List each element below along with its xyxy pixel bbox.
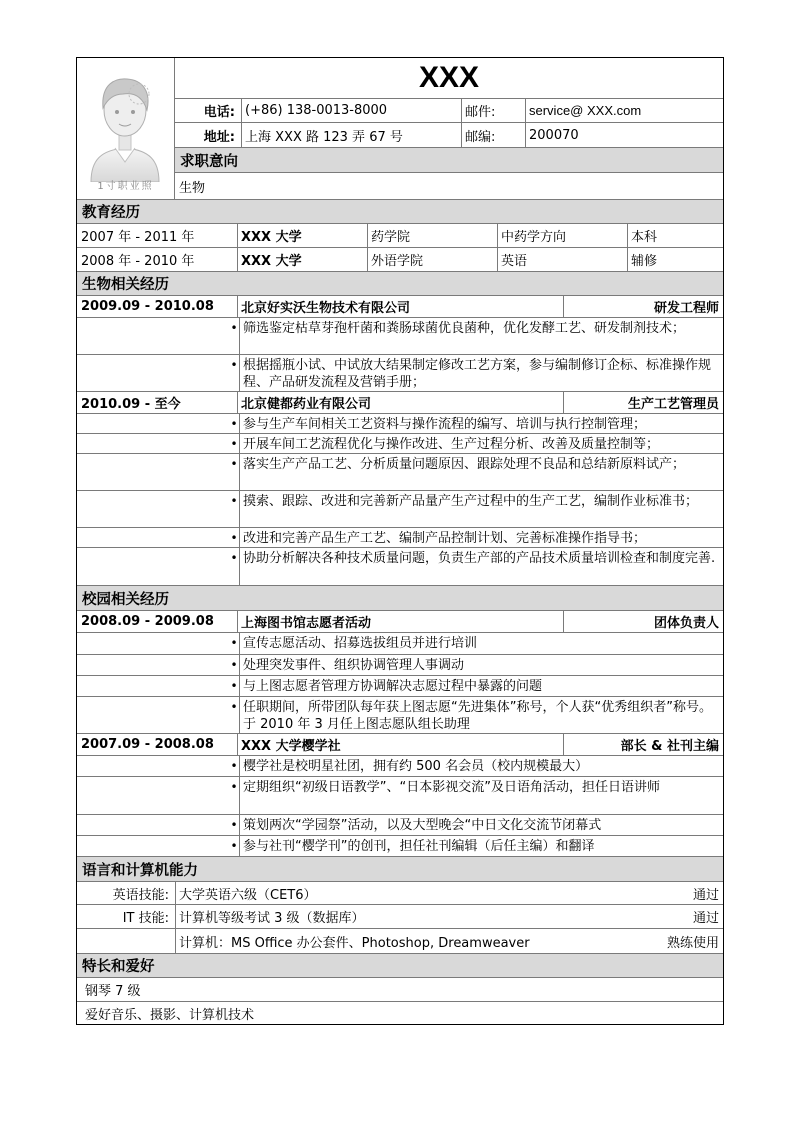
job-header-row [77, 611, 723, 633]
job-company: 北京健都药业有限公司 [241, 397, 372, 412]
job-company: 北京好实沃生物技术有限公司 [241, 301, 411, 316]
education-row [77, 224, 723, 248]
skill-value: 计算机等级考试 3 级（数据库） [179, 911, 365, 926]
bullet-icon: • [230, 700, 238, 714]
hobby-item: 爱好音乐、摄影、计算机技术 [85, 1007, 255, 1023]
bullet-row [77, 697, 723, 734]
bullet-row [77, 355, 723, 392]
bullet-icon: • [230, 321, 238, 335]
campus-experience-heading: 校园相关经历 [82, 591, 169, 608]
bullet-row [77, 815, 723, 836]
bullet-icon: • [230, 417, 238, 431]
job-role: 团体负责人 [653, 616, 719, 631]
bullet-row [77, 454, 723, 491]
address-value: 上海 XXX 路 123 弄 67 号 [245, 129, 403, 145]
bullet-icon: • [230, 494, 238, 508]
campus-experience-heading-row [77, 586, 723, 611]
bullet-row [77, 756, 723, 777]
bullet-icon: • [230, 457, 238, 471]
job-period: 2008.09 - 2009.08 [81, 614, 214, 629]
skill-row [77, 882, 723, 905]
bullet-row [77, 434, 723, 454]
job-company: 上海图书馆志愿者活动 [241, 616, 372, 631]
zip-value: 200070 [529, 127, 579, 143]
education-degree: 辅修 [631, 254, 658, 269]
bullet-icon: • [230, 551, 238, 565]
skill-label [77, 929, 175, 953]
bullet-row [77, 676, 723, 697]
hobbies-heading-row [77, 954, 723, 978]
profile-photo [77, 58, 175, 200]
bullet-icon: • [230, 679, 238, 693]
email-value: service@ XXX.com [529, 102, 642, 118]
bullet-icon: • [230, 636, 238, 650]
bullet-text: 任职期间，所带团队每年获上图志愿“先进集体”称号，个人获“优秀组织者”称号。于 2010 年 3 月任上图志愿队组长助理 [243, 700, 712, 732]
email-label: 邮件: [465, 104, 496, 120]
skill-row [77, 905, 723, 929]
bullet-text: 落实生产产品工艺、分析质量问题原因、跟踪处理不良品和总结新原料试产； [243, 457, 686, 472]
bullet-text: 开展车间工艺流程优化与操作改进、生产过程分析、改善及质量控制等； [243, 437, 660, 452]
bullet-row [77, 414, 723, 434]
bullet-row [77, 655, 723, 676]
education-heading-row [77, 200, 723, 224]
bio-experience-heading: 生物相关经历 [82, 277, 169, 293]
bullet-text: 定期组织“初级日语教学”、“日本影视交流”及日语角活动，担任日语讲师 [243, 780, 660, 795]
education-major: 英语 [501, 254, 528, 269]
bullet-text: 摸索、跟踪、改进和完善新产品量产生产过程中的生产工艺，编制作业标准书； [243, 494, 699, 509]
bullet-icon: • [230, 818, 238, 832]
education-heading: 教育经历 [82, 205, 140, 221]
bio-experience-heading-row [77, 272, 723, 296]
bullet-text: 协助分析解决各种技术质量问题，负责生产部的产品技术质量培训检查和制度完善. [243, 551, 716, 566]
bullet-icon: • [230, 658, 238, 672]
job-role: 研发工程师 [653, 301, 719, 316]
bullet-row [77, 548, 723, 586]
objective-row [175, 173, 723, 200]
skill-row [77, 929, 723, 954]
education-period: 2007 年 - 2011 年 [81, 230, 195, 245]
education-college: 药学院 [371, 230, 411, 245]
contact-row-1 [175, 98, 723, 123]
bullet-icon: • [230, 780, 238, 794]
bullet-row [77, 528, 723, 548]
phone-value: (+86) 138-0013-8000 [245, 102, 388, 118]
job-header-row [77, 296, 723, 318]
skill-label: 英语技能: [112, 887, 169, 903]
bullet-text: 参与社刊“樱学刊”的创刊，担任社刊编辑（后任主编）和翻译 [243, 839, 595, 854]
job-header-row [77, 734, 723, 756]
skills-heading-row [77, 857, 723, 882]
phone-label: 电话: [203, 104, 235, 120]
skill-level: 通过 [692, 911, 719, 926]
person-silhouette-icon [77, 64, 173, 182]
bullet-icon: • [230, 531, 238, 545]
education-school: XXX 大学 [241, 230, 302, 245]
bullet-text: 宣传志愿活动、招募选拔组员并进行培训 [243, 636, 478, 651]
address-label: 地址: [203, 129, 235, 145]
bullet-icon: • [230, 437, 238, 451]
bullet-text: 参与生产车间相关工艺资料与操作流程的编写、培训与执行控制管理； [243, 417, 647, 432]
job-role: 生产工艺管理员 [627, 397, 719, 412]
education-row [77, 248, 723, 272]
job-company: XXX 大学樱学社 [241, 739, 341, 754]
bullet-text: 根据摇瓶小试、中试放大结果制定修改工艺方案，参与编制修订企标、标准操作规程、产品研发流程及营销手册； [243, 358, 712, 390]
zip-label: 邮编: [465, 129, 496, 145]
objective-heading-row [175, 148, 723, 173]
bullet-row [77, 491, 723, 528]
education-degree: 本科 [631, 230, 658, 245]
bullet-text: 改进和完善产品生产工艺、编制产品控制计划、完善标准操作指导书； [243, 531, 647, 546]
bullet-row [77, 836, 723, 857]
skill-value: 大学英语六级（CET6） [179, 887, 317, 903]
bullet-text: 处理突发事件、组织协调管理人事调动 [243, 658, 465, 673]
resume-sheet [76, 57, 724, 1025]
skill-value: 计算机：MS Office 办公套件、Photoshop, Dreamweaver [179, 935, 530, 951]
education-period: 2008 年 - 2010 年 [81, 254, 195, 269]
skill-level: 熟练使用 [666, 935, 719, 951]
hobby-row [77, 1002, 723, 1024]
bullet-text: 策划两次“学园祭”活动，以及大型晚会“中日文化交流节闭幕式 [243, 818, 602, 833]
job-period: 2009.09 - 2010.08 [81, 299, 214, 314]
objective-value: 生物 [179, 180, 206, 196]
bullet-icon: • [230, 358, 238, 372]
job-role: 部长 & 社刊主编 [620, 739, 719, 754]
job-period: 2007.09 - 2008.08 [81, 737, 214, 752]
education-school: XXX 大学 [241, 254, 302, 269]
hobby-item: 钢琴 7 级 [85, 984, 141, 999]
bullet-text: 筛选鉴定枯草芽孢杆菌和粪肠球菌优良菌种，优化发酵工艺、研发制剂技术； [243, 321, 686, 336]
bullet-icon: • [230, 759, 238, 773]
education-major: 中药学方向 [501, 230, 567, 245]
education-college: 外语学院 [371, 254, 424, 269]
bullet-row [77, 318, 723, 355]
contact-row-2 [175, 123, 723, 148]
bullet-text: 樱学社是校明星社团，拥有约 500 名会员（校内规模最大） [243, 759, 589, 774]
bullet-icon: • [230, 839, 238, 853]
hobbies-heading: 特长和爱好 [82, 959, 155, 975]
hobby-row [77, 978, 723, 1002]
skill-label: IT 技能: [122, 911, 169, 926]
objective-heading: 求职意向 [180, 153, 238, 170]
bullet-row [77, 633, 723, 655]
candidate-name: XXX [175, 58, 723, 99]
bullet-text: 与上图志愿者管理方协调解决志愿过程中暴露的问题 [243, 679, 543, 694]
bullet-row [77, 777, 723, 815]
photo-caption: 1寸职业照 [97, 181, 154, 192]
skills-heading: 语言和计算机能力 [82, 862, 198, 879]
skill-level: 通过 [692, 887, 719, 903]
job-header-row [77, 392, 723, 414]
job-period: 2010.09 - 至今 [81, 397, 181, 412]
